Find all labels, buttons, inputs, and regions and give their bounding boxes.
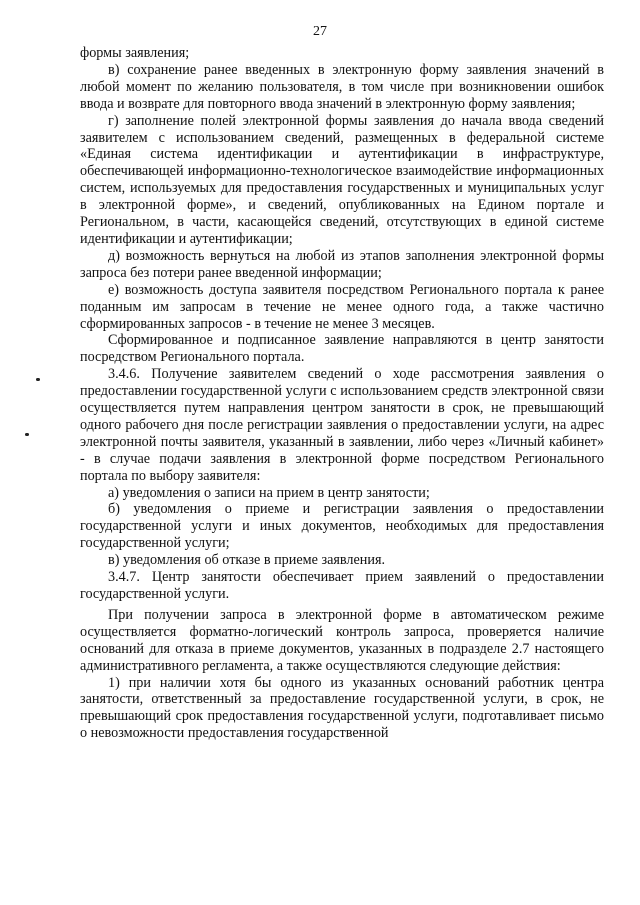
paragraph: При получении запроса в электронной форме в автоматическом режиме осуществляется форматно-логический контроль запроса, проверяется наличие оснований для отказа в приеме документов, указанных в подразделе 2.7 настоящего административного регламента, а также осуществляются следующие действия: xyxy=(80,606,604,674)
paragraph: г) заполнение полей электронной формы заявления до начала ввода сведений заявителем с использованием сведений, размещенных в федеральной системе «Единая система идентификации и аутентификации в инфраструктуре, обеспечивающей информационно-технологическое взаимодействие информационных систем, используемых для предоставления государственных и муниципальных услуг в электронной форме», и сведений, опубликованных на Едином портале и Региональном, в части, касающейся сведений, отсутствующих в единой системе идентификации и аутентификации; xyxy=(80,112,604,247)
document-body xyxy=(80,45,604,742)
paragraph: 1) при наличии хотя бы одного из указанных оснований работник центра занятости, ответственный за предоставление государственной услуги, в срок, не превышающий срок предоставления государственной услуги, подготавливает письмо о невозможности предоставления государственной xyxy=(80,674,604,742)
paragraph: б) уведомления о приеме и регистрации заявления о предоставлении государственной услуги и иных документов, необходимых для предоставления государственной услуги; xyxy=(80,501,604,552)
paragraph: 3.4.6. Получение заявителем сведений о ходе рассмотрения заявления о предоставлении государственной услуги с использованием средств электронной связи осуществляется путем направления центром занятости в срок, не превышающий одного рабочего дня после регистрации заявления о предоставлении услуги, на адрес электронной почты заявителя, указанный в заявлении, либо через «Личный кабинет» - в случае подачи заявления в электронной форме посредством Регионального портала по выбору заявителя: xyxy=(80,366,604,484)
paragraph: а) уведомления о записи на прием в центр занятости; xyxy=(108,484,430,501)
margin-mark xyxy=(36,378,40,381)
paragraph: в) сохранение ранее введенных в электронную форму заявления значений в любой момент по желанию пользователя, в том числе при возникновении ошибок ввода и возврате для повторного ввода значений в электронную форму заявления; xyxy=(80,61,604,112)
paragraph: 3.4.7. Центр занятости обеспечивает прием заявлений о предоставлении государственной услуги. xyxy=(80,569,604,602)
paragraph: в) уведомления об отказе в приеме заявления. xyxy=(108,552,386,569)
paragraph: формы заявления; xyxy=(80,45,190,61)
paragraph: е) возможность доступа заявителя посредством Регионального портала к ранее поданным им запросам в течение не менее одного года, а также частично сформированных запросов - в течение не менее 3 месяцев. xyxy=(80,281,604,332)
page-number: 27 xyxy=(313,24,327,39)
paragraph: д) возможность вернуться на любой из этапов заполнения электронной формы запроса без потери ранее введенной информации; xyxy=(80,247,604,281)
margin-mark xyxy=(25,433,29,436)
paragraph: Сформированное и подписанное заявление направляются в центр занятости посредством Регионального портала. xyxy=(80,332,604,366)
